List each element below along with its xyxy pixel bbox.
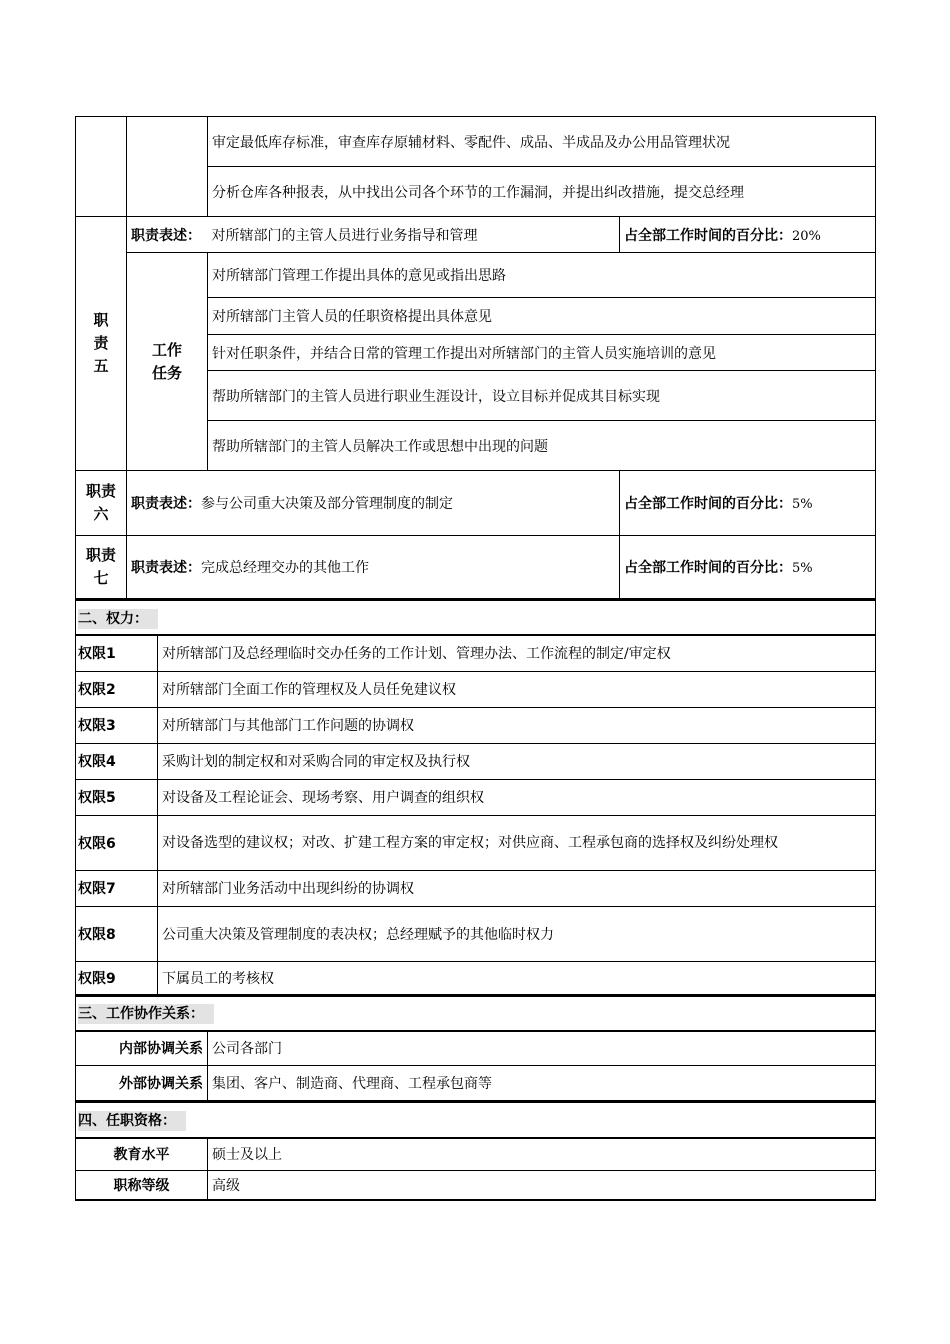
qualification-education-label: 教育水平: [76, 1138, 208, 1170]
duty5-task-row-1: [76, 253, 876, 298]
duty-cont-task-label-cell: [127, 117, 208, 217]
power-row-3: [76, 707, 876, 743]
power-label-1: 权限1: [76, 635, 158, 671]
relations-title: 三、工作协作关系：: [78, 1004, 214, 1024]
duty7-desc-label: 职责表述：: [131, 560, 201, 576]
power-row-6: [76, 815, 876, 870]
duty7-pct-cell: [620, 536, 876, 599]
duty6-desc-label: 职责表述：: [131, 496, 201, 512]
duty7-desc: 完成总经理交办的其他工作: [201, 560, 369, 576]
duty5-pct: 20%: [792, 228, 821, 244]
duties-table: [75, 116, 876, 599]
power-label-2: 权限2: [76, 671, 158, 707]
relation-internal-label: 内部协调关系: [76, 1031, 208, 1066]
power-row-1: [76, 635, 876, 671]
duty-cont-row-1: [76, 117, 876, 167]
relation-external-row: [76, 1066, 876, 1101]
duty6-pct-cell: [620, 471, 876, 536]
power-row-9: [76, 961, 876, 994]
duty7-label: [76, 536, 127, 599]
power-label-9: 权限9: [76, 961, 158, 994]
qualifications-section-header: [76, 1102, 876, 1138]
power-label-7: 权限7: [76, 870, 158, 906]
powers-section-header: [76, 600, 876, 635]
duty7-pct-label: 占全部工作时间的百分比：: [624, 560, 792, 576]
duty6-desc-cell: [127, 471, 620, 536]
power-text-5: 对设备及工程论证会、现场考察、用户调查的组织权: [158, 779, 876, 815]
duty-cont-label-cell: [76, 117, 127, 217]
power-text-7: 对所辖部门业务活动中出现纠纷的协调权: [158, 870, 876, 906]
power-row-5: [76, 779, 876, 815]
qualification-title-row: [76, 1170, 876, 1200]
duty6-pct: 5%: [792, 497, 813, 512]
relation-external-label: 外部协调关系: [76, 1066, 208, 1101]
duty5-desc-cell: [127, 217, 620, 253]
duty-cont-task-2: 分析仓库各种报表，从中找出公司各个环节的工作漏洞，并提出纠改措施，提交总经理: [208, 167, 876, 217]
relation-external-value: 集团、客户、制造商、代理商、工程承包商等: [208, 1066, 876, 1101]
power-text-9: 下属员工的考核权: [158, 961, 876, 994]
power-text-2: 对所辖部门全面工作的管理权及人员任免建议权: [158, 671, 876, 707]
duty5-label: [76, 217, 127, 471]
duty5-desc-row: [76, 217, 876, 253]
duty6-desc: 参与公司重大决策及部分管理制度的制定: [201, 496, 453, 512]
duty6-row: [76, 471, 876, 536]
qualifications-title: 四、任职资格：: [78, 1111, 186, 1131]
qualification-education-value: 硕士及以上: [208, 1138, 876, 1170]
powers-title: 二、权力：: [78, 609, 158, 629]
duty5-pct-cell: [620, 217, 876, 253]
power-row-2: [76, 671, 876, 707]
duty5-desc: 对所辖部门的主管人员进行业务指导和管理: [211, 227, 478, 244]
duty5-task-3: 针对任职条件，并结合日常的管理工作提出对所辖部门的主管人员实施培训的意见: [208, 335, 876, 371]
qualification-title-value: 高级: [208, 1170, 876, 1200]
duty7-row: [76, 536, 876, 599]
job-description-sheet: [75, 116, 875, 1201]
duty5-task-4: 帮助所辖部门的主管人员进行职业生涯设计，设立目标并促成其目标实现: [208, 371, 876, 421]
qualification-title-label: 职称等级: [76, 1170, 208, 1200]
power-row-7: [76, 870, 876, 906]
power-text-3: 对所辖部门与其他部门工作问题的协调权: [158, 707, 876, 743]
duty6-label-text: 职责六: [85, 482, 116, 523]
duty6-label: [76, 471, 127, 536]
duty5-task-1: 对所辖部门管理工作提出具体的意见或指出思路: [208, 253, 876, 298]
duty-cont-task-1: 审定最低库存标准，审查库存原辅材料、零配件、成品、半成品及办公用品管理状况: [208, 117, 876, 167]
duty5-desc-label: 职责表述：: [131, 227, 201, 244]
relations-table: [75, 995, 876, 1102]
duty5-task-5: 帮助所辖部门的主管人员解决工作或思想中出现的问题: [208, 421, 876, 471]
power-text-4: 采购计划的制定权和对采购合同的审定权及执行权: [158, 743, 876, 779]
duty5-pct-label: 占全部工作时间的百分比：: [624, 227, 792, 244]
relation-internal-row: [76, 1031, 876, 1066]
duty5-task-label: [127, 253, 208, 471]
relations-section-header: [76, 996, 876, 1031]
power-label-3: 权限3: [76, 707, 158, 743]
duty5-label-text: 职责五: [93, 311, 109, 375]
qualification-education-row: [76, 1138, 876, 1170]
power-row-4: [76, 743, 876, 779]
power-text-8: 公司重大决策及管理制度的表决权；总经理赋予的其他临时权力: [158, 906, 876, 961]
power-label-6: 权限6: [76, 815, 158, 870]
duty7-desc-cell: [127, 536, 620, 599]
duty7-pct: 5%: [792, 561, 813, 576]
power-text-1: 对所辖部门及总经理临时交办任务的工作计划、管理办法、工作流程的制定/审定权: [158, 635, 876, 671]
power-label-5: 权限5: [76, 779, 158, 815]
relation-internal-value: 公司各部门: [208, 1031, 876, 1066]
duty6-pct-label: 占全部工作时间的百分比：: [624, 496, 792, 512]
qualifications-table: [75, 1101, 876, 1201]
power-text-6: 对设备选型的建议权；对改、扩建工程方案的审定权；对供应商、工程承包商的选择权及纠纷处理权: [158, 815, 876, 870]
duty5-task-2: 对所辖部门主管人员的任职资格提出具体意见: [208, 298, 876, 335]
duty5-task-label-text: 工作任务: [151, 340, 182, 382]
duty7-label-text: 职责七: [85, 546, 116, 587]
power-label-8: 权限8: [76, 906, 158, 961]
powers-table: [75, 599, 876, 995]
power-label-4: 权限4: [76, 743, 158, 779]
power-row-8: [76, 906, 876, 961]
